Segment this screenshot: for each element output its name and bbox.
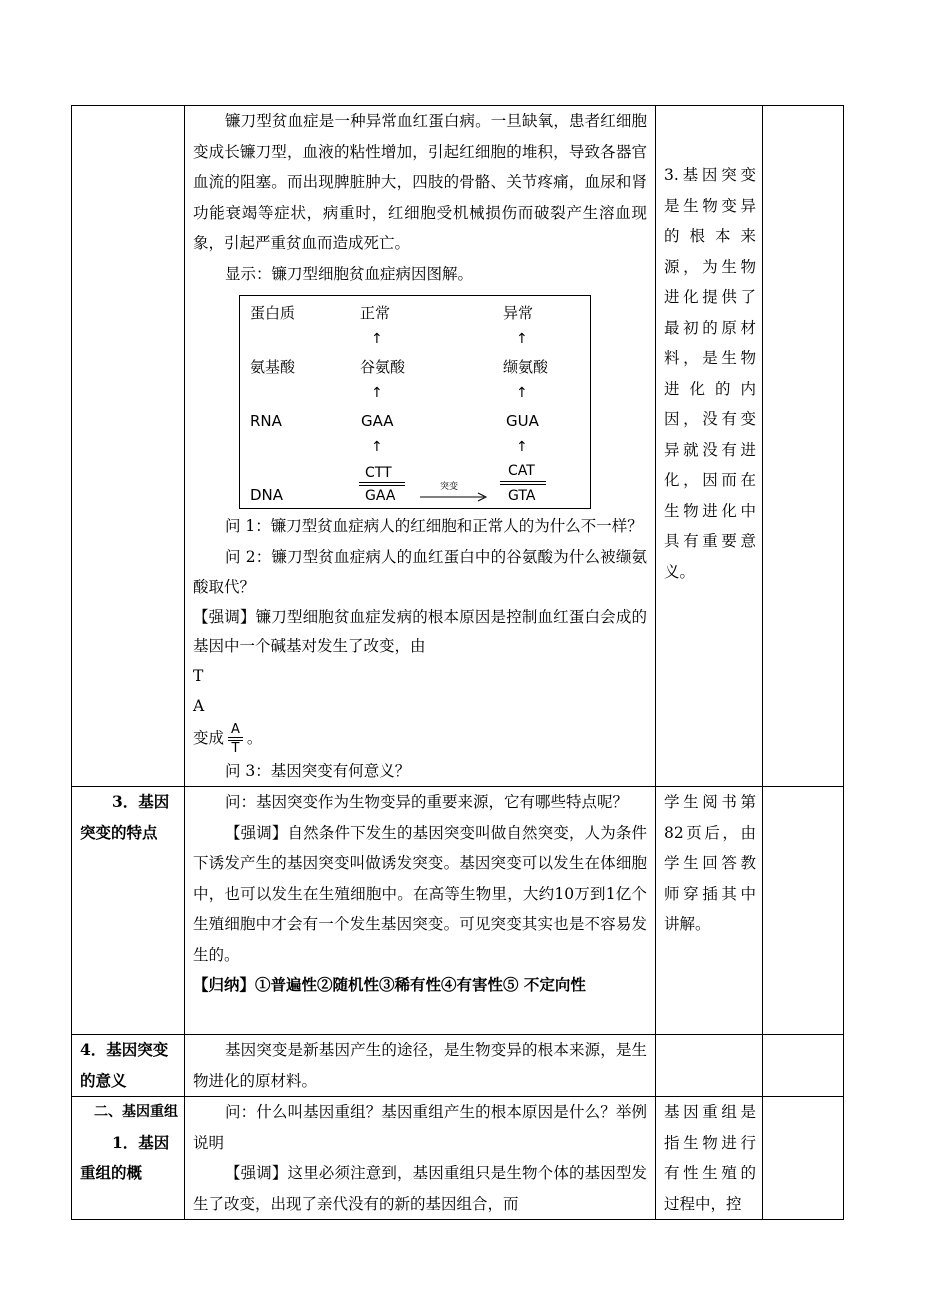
note-cell — [656, 1097, 763, 1220]
topic-cell — [72, 787, 185, 1035]
normal-amino-acid: 谷氨酸 — [360, 358, 406, 376]
question-1: 问 1：镰刀型贫血症病人的红细胞和正常人的为什么不一样？ — [225, 517, 643, 535]
abnormal-dna-top: CAT — [508, 463, 535, 479]
arrow-up-icon: ↑ — [516, 439, 528, 455]
empty-cell — [763, 1035, 844, 1097]
emphasis-recombination: 【强调】这里必须注意到，基因重组只是生物个体的基因型发生了改变，出现了亲代没有的新的基因组合，而 — [193, 1164, 647, 1213]
label-rna: RNA — [250, 412, 282, 430]
normal-dna-top: CTT — [365, 465, 392, 481]
emphasis-tag: 【强调】 — [193, 607, 256, 626]
empty-cell — [763, 787, 844, 1035]
content-cell — [185, 787, 656, 1035]
heading-recombination-concept: 1．基因重组的概 — [80, 1132, 170, 1182]
content-cell — [185, 1097, 656, 1220]
table-row — [72, 787, 844, 1035]
table-row — [72, 106, 844, 787]
label-dna: DNA — [250, 486, 284, 504]
question-recombination: 问：什么叫基因重组？基因重组产生的根本原因是什么？举例说明 — [193, 1103, 647, 1152]
note-cell — [656, 787, 763, 1035]
empty-cell — [763, 106, 844, 787]
emphasis-features: 【强调】自然条件下发生的基因突变叫做自然突变，人为条件下诱发产生的基因突变叫做诱发突变。基因突变可以发生在体细胞中，也可以发生在生殖细胞中。在高等生物里，大约10万到1亿个生殖细胞中才会有一个发生基因突变。可见突变其实也是不容易发生的。 — [193, 823, 647, 964]
mutation-label: 突变 — [440, 482, 459, 492]
strand-line — [359, 485, 405, 486]
abnormal-protein: 异常 — [503, 304, 534, 322]
note-cell — [656, 1035, 763, 1097]
empty-cell — [763, 1097, 844, 1220]
abnormal-dna-bottom: GTA — [508, 488, 536, 504]
summary-features: 【归纳】①普遍性②随机性③稀有性④有害性⑤ 不定向性 — [193, 975, 586, 994]
note-recombination: 基因重组是指生物进行有性生殖的过程中，控 — [664, 1103, 756, 1213]
arrow-up-icon: ↑ — [371, 331, 383, 347]
arrow-up-icon: ↑ — [371, 439, 383, 455]
strand-line — [359, 482, 405, 483]
question-features: 问：基因突变作为生物变异的重要来源，它有哪些特点呢？ — [225, 793, 629, 811]
sickle-cell-description: 镰刀型贫血症是一种异常血红蛋白病。一旦缺氧，患者红细胞变成长镰刀型，血液的粘性增加，引起红细胞的堆积，导致各器官血流的阻塞。而出现脾脏肿大，四肢的骨骼、关节疼痛，血尿和肾功能衰竭等症状，病重时，红细胞受机械损伤而破裂产生溶血现象，引起严重贫血而造成死亡。 — [193, 112, 647, 252]
strand-line — [500, 484, 546, 485]
content-cell: 镰刀型贫血症是一种异常血红蛋白病。一旦缺氧，患者红细胞变成长镰刀型，血液的粘性增加，引起红细胞的堆积，导致各器官血流的阻塞。而出现脾脏肿大，四肢的骨骼、关节疼痛，血尿和肾功能衰竭等症状，病重时，红细胞受机械损伤而破裂产生溶血现象，引起严重贫血而造成死亡。 显示：镰刀型细胞贫血症病因图解。 蛋白质 氨基酸 RNA DNA 正常 ↑ 谷氨酸 ↑ GAA ↑ CTT GAA 异常 ↑ 缬氨酸 ↑ GUA ↑ CAT GTA 突变 问 1：镰刀型贫血症病人的红细胞和正常人的为什么不一样？ 问 2：镰刀型贫血症病人的血红蛋白中的谷氨酸为什么被缬氨酸取代？ 【强调】镰刀型细胞贫血症发病的根本原因是控制血红蛋白会成的基因中一个碱基对发生了改变，由 T A 变成 $\frac{A}{T}$ 。 问 3：基因突变有何意义？ — [185, 106, 656, 787]
heading-mutation-features: 3．基因突变的特点 — [80, 792, 170, 842]
heading-mutation-significance: 4．基因突变的意义 — [80, 1040, 169, 1090]
label-protein: 蛋白质 — [250, 304, 296, 322]
label-amino-acid: 氨基酸 — [250, 358, 296, 376]
normal-protein: 正常 — [360, 304, 391, 322]
note-reading: 学生阅书第82页后，由学生回答教师穿插其中讲解。 — [664, 793, 756, 933]
emphasis-paragraph — [193, 603, 647, 661]
mutation-arrow-icon — [420, 492, 490, 502]
abnormal-rna: GUA — [506, 412, 539, 430]
strand-line — [500, 481, 546, 482]
emphasis-text: 镰刀型细胞贫血症发病的根本原因是控制血红蛋白会成的基因中一个碱基对发生了改变，由 — [193, 607, 647, 655]
topic-cell — [72, 1035, 185, 1097]
question-3: 问 3：基因突变有何意义？ — [225, 761, 411, 780]
arrow-up-icon: ↑ — [516, 331, 528, 347]
normal-rna: GAA — [361, 412, 394, 430]
arrow-up-icon: ↑ — [371, 385, 383, 401]
arrow-up-icon: ↑ — [516, 385, 528, 401]
sickle-cell-diagram — [239, 295, 591, 509]
content-cell — [185, 1035, 656, 1097]
normal-dna-bottom: GAA — [365, 488, 396, 504]
table-row — [72, 1097, 844, 1220]
lesson-table — [71, 105, 844, 1220]
base-pair-after: $\frac{A}{T}$ — [228, 722, 243, 756]
note-cell — [656, 106, 763, 787]
heading-gene-recombination: 二、基因重组 — [94, 1104, 178, 1120]
question-2: 问 2：镰刀型贫血症病人的血红蛋白中的谷氨酸为什么被缬氨酸取代？ — [193, 547, 647, 596]
abnormal-amino-acid: 缬氨酸 — [503, 358, 549, 376]
mutation-significance-text: 基因突变是新基因产生的途径，是生物变异的根本来源，是生物进化的原材料。 — [193, 1041, 647, 1090]
topic-cell — [72, 1097, 185, 1220]
topic-cell — [72, 106, 185, 787]
note-mutation-significance: 3.基因突变是生物变异的根本来源，为生物进化提供了最初的原材料，是生物进化的内因，没有变异就没有进化，因而在生物进化中具有重要意义。 — [664, 166, 756, 581]
table-row — [72, 1035, 844, 1097]
diagram-caption: 显示：镰刀型细胞贫血症病因图解。 — [225, 264, 474, 283]
